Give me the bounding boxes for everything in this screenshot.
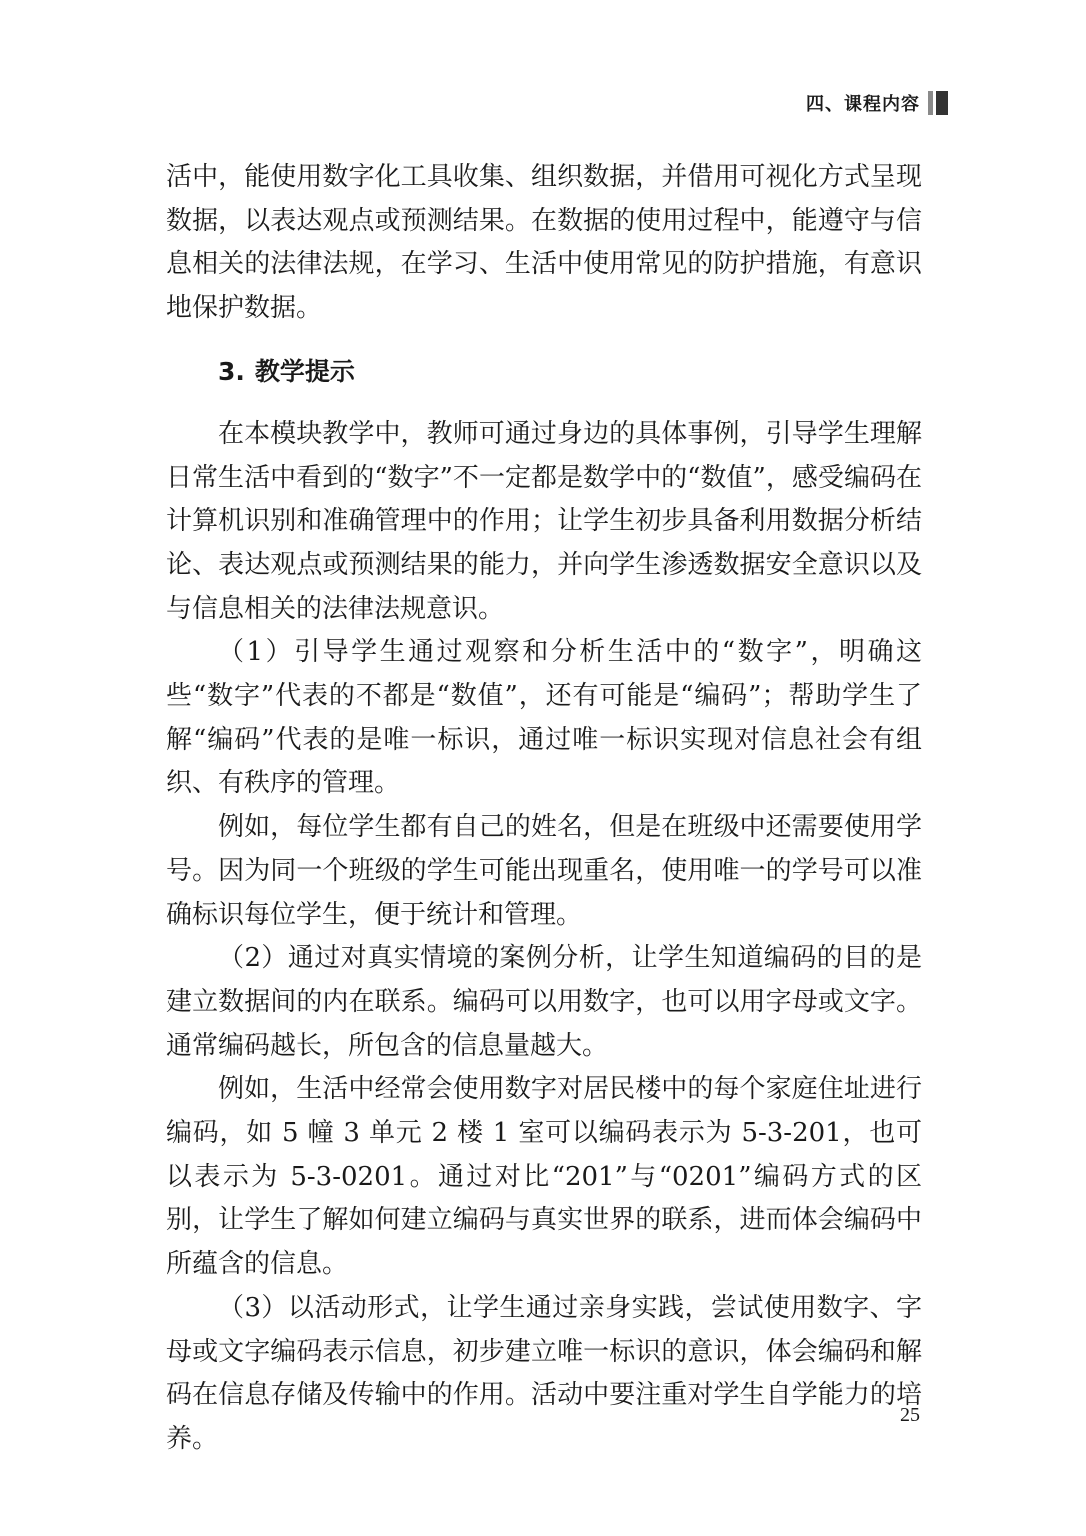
page-body [166,156,922,1462]
header-bar-icon [928,91,948,115]
page-number: 25 [900,1404,920,1426]
header-bar-thick [936,91,948,115]
section-title: 教学提示 [254,356,355,386]
header-bar-thin [928,91,933,115]
paragraph-point-1: （1）引导学生通过观察和分析生活中的“数字”，明确这些“数字”代表的不都是“数值”，还有可能是“编码”；帮助学生了解“编码”代表的是唯一标识，通过唯一标识实现对信息社会有组织、有秩序的管理。 [166,637,922,799]
paragraph-example-2: 例如，生活中经常会使用数字对居民楼中的每个家庭住址进行编码，如 5 幢 3 单元 2 楼 1 室可以编码表示为 5-3-201，也可以表示为 5-3-0201。通过对比“201”与“0201”编码方式的区别，让学生了解如何建立编码与真实世界的联系，进而体会编码中所蕴含的信息。 [166,1074,922,1280]
paragraph-point-3: （3）以活动形式，让学生通过亲身实践，尝试使用数字、字母或文字编码表示信息，初步建立唯一标识的意识，体会编码和解码在信息存储及传输中的作用。活动中要注重对学生自学能力的培养。 [166,1292,922,1454]
paragraph-example-1: 例如，每位学生都有自己的姓名，但是在班级中还需要使用学号。因为同一个班级的学生可能出现重名，使用唯一的学号可以准确标识每位学生，便于统计和管理。 [166,812,922,930]
paragraph-continued: 活中，能使用数字化工具收集、组织数据，并借用可视化方式呈现数据，以表达观点或预测结果。在数据的使用过程中，能遵守与信息相关的法律法规，在学习、生活中使用常见的防护措施，有意识地保护数据。 [166,162,922,324]
paragraph-point-2: （2）通过对真实情境的案例分析，让学生知道编码的目的是建立数据间的内在联系。编码可以用数字，也可以用字母或文字。通常编码越长，所包含的信息量越大。 [166,943,922,1061]
running-header [806,90,948,116]
section-number: 3. [218,356,245,386]
running-header-title: 四、课程内容 [806,94,920,115]
paragraph-intro: 在本模块教学中，教师可通过身边的具体事例，引导学生理解日常生活中看到的“数字”不一定都是数学中的“数值”，感受编码在计算机识别和准确管理中的作用；让学生初步具备利用数据分析结论、表达观点或预测结果的能力，并向学生渗透数据安全意识以及与信息相关的法律法规意识。 [166,418,922,624]
section-heading [218,343,922,401]
